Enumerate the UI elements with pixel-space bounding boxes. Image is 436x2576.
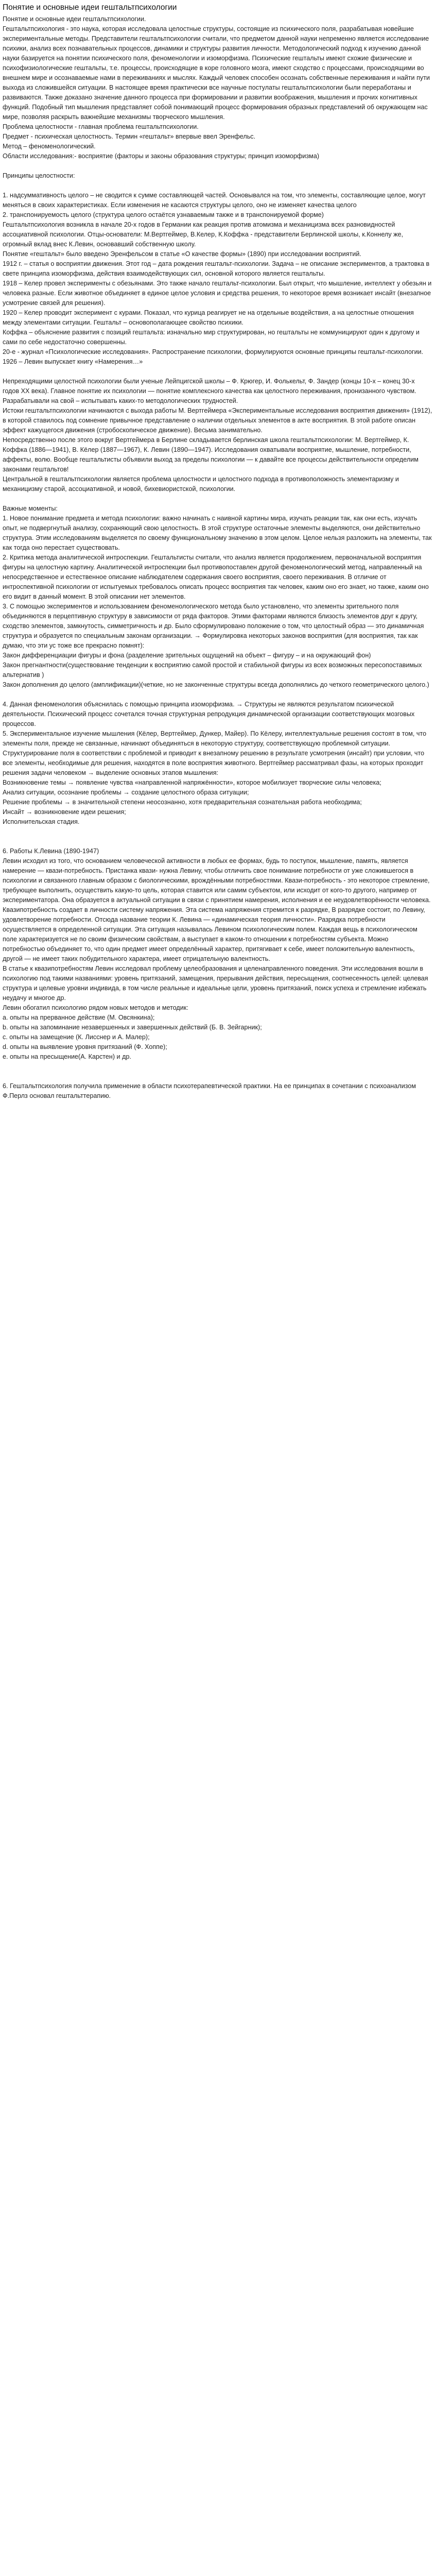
paragraph-spacer [3,827,432,837]
document-body [3,24,432,1101]
paragraph-spacer [3,494,432,504]
paragraph-spacer [3,1062,432,1072]
paragraph: 2. транспонируемость целого (структура целого остаётся узнаваемым также и в транспонируемой форме) [3,211,324,218]
paragraph: Возникновение темы → появление чувства «направленной напряжённости», которое мобилизует творческие силы человека; [3,779,381,786]
paragraph: 6. Работы К.Левина (1890-1947) [3,848,99,855]
paragraph: Исполнительская стадия. [3,818,80,825]
paragraph: Закон прегнантности(существование тенденции к восприятию самой простой и стабильной фигуры из всех возможных пересопоставимых альтернатив ) [3,662,422,679]
paragraph: 3. С помощью экспериментов и использованием феноменологического метода было установлено, что элементы зрительного поля объединяются в перцептивную структуру в зависимости от ряда факторов. Этими факторами являются близость элементов друг к другу, сходство элементов, замкнутость, симметричность и др. Было сформулировано положение о том, что целостный образ — это динамичная структура и образуется по специальным законам организации. → Формулировка некоторых законов восприятия (для восприятия, так как думаю, что эти ус тоже все прекрасно помнят): [3,603,424,649]
paragraph: Важные моменты: [3,505,58,512]
paragraph-spacer [3,1072,432,1081]
paragraph: Левин обогатил психологию рядом новых методов и методик: [3,1004,188,1011]
paragraph: Инсайт → возникновение идеи решения; [3,808,126,816]
paragraph: 1912 г. – статья о восприятии движения. Этот год – дата рождения гештальт-психологии. Задача – не описание экспериментов, а трактовка в свете принципа изоморфизма, действия взаимодействующих сил, основной которого является гештальты. [3,260,430,277]
paragraph: e. опыты на пресыщение(А. Карстен) и др. [3,1053,131,1060]
paragraph: Непосредственно после этого вокруг Вертгеймера в Берлине складывается берлинская школа гештальтпсихологии: М. Вертгеймер, К. Коффка (1886—1941), В. Кёлер (1887—1967), К. Левин (1890—1947). Исследования охватывали восприятие, мышление, потребности, аффекты, волю. Вообще гештальтисты объявили выход за пределы психологии — к давайте все процессы действительности определим законами гештальтов! [3,436,418,473]
paragraph: Предмет - психическая целостность. Термин «гештальт» впервые ввел Эренфельс. [3,133,256,140]
paragraph: Левин исходил из того, что основанием человеческой активности в любых ее формах, будь то поступок, мышление, память, является намерение — квази-потребность. Пристанка квази- нужна Левину, чтобы отличить свое понимание потребности от уже сложившегося в психологии и связанного главным образом с биологическими, врождёнными потребностями. Квази-потребность - это некоторое стремление, требующее выполнить, осуществить какую-то цель, которая ставится или самим субъектом, или исходит от кого-то другого, например от экспериментатора. Она образуется в актуальной ситуации в связи с принятием намерения, исполнения и ее неудовлетворённости человека. Квазипотребность создает в личности систему напряжения. Эта система напряжения стремится к разрядке, В разрядке состоит, по Левину, удовлетворение потребности. Отсюда название теории К. Левина — «динамическая теория личности». Разрядка потребности осуществляется в определенной ситуации. Эта ситуация называлась Левином психологическим полем. Каждая вещь в психологическом поле характеризуется не по своим физическим свойствам, а выступает в каком-то отношении к потребностям субъекта. Можно потребностью объединяет то, что один предмет имеет определённый характер, притягивает к себе, имеет положительную валентность, другой — не имеет таких побудительного характера, имеет отрицательную валентность. [3,857,431,962]
paragraph: c. опыты на замещение (К. Лисснер и А. Малер); [3,1033,150,1041]
paragraph: Анализ ситуации, осознание проблемы → создание целостного образа ситуации; [3,789,249,796]
paragraph: Решение проблемы → в значительной степени неосознанно, хотя предварительная сознательная работа необходима; [3,799,362,806]
paragraph: b. опыты на запоминание незавершенных и завершенных действий (Б. В. Зейгарник); [3,1024,262,1031]
paragraph-spacer [3,837,432,846]
paragraph: Закон дифференциации фигуры и фона (разделение зрительных ощущений на объект – фигуру – и на окружающий фон) [3,652,371,659]
paragraph: Закон дополнения до целого (амплификации)(четкие, но не законченные структуры всегда дополнялись до четкого геометрического целого.) [3,681,429,688]
paragraph: 1926 – Левин выпускает книгу «Намерения…» [3,358,143,365]
paragraph: 1. надсуммативность целого – не сводится к сумме составляющей частей. Основывался на том, что элементы, составляющие целое, могут меняться в своих характеристиках. Если изменения не касаются структуры целого, оно не изменяет качества целого [3,192,426,209]
paragraph: 1. Новое понимание предмета и метода психологии: важно начинать с наивной картины мира, изучать реакции так, как они есть, изучать опыт, не подвергнутый анализу, сохраняющий свою целостность. В этой структуре остаточные элементы выделяются, они действительно структура. Этим исследованиям выделяется по своему функциональному значению в этом целом. Целое нельзя разложить на элементы, так как тогда оно перестает существовать. [3,515,432,551]
paragraph: 1918 – Келер провел эксперименты с обезьянами. Это также начало гештальт-психологии. Был открыт, что мышление, интеллект у обезьян и человека разные. Если животное объединяет в единое целое условия и средства решения, то некоторое время возникает инсайт (внезапное усмотрение связей для решения). [3,280,432,307]
page-subtitle: Понятие и основные идеи гештальтпсихологии. [3,15,146,23]
paragraph: Области исследования:- восприятие (факторы и законы образования структуры; принцип изоморфизма) [3,152,320,160]
paragraph: 6. Гештальтпсихология получила применение в области психотерапевтической практики. На ее принципах в сочетании с психоанализом Ф.Перлз основал гештальттерапию. [3,1082,416,1099]
paragraph: Метод – феноменологический. [3,143,96,150]
paragraph: 1920 – Келер проводит эксперимент с курами. Показал, что курица реагирует не на отдельные воздействия, а на целостные отношения между элементами ситуации. Гештальт – основополагающее свойство психики. [3,309,414,326]
paragraph: В статье к квазипотребностям Левин исследовал проблему целеобразования и целенаправленного поведения. Эти исследования вошли в психологию под такими названиями: уровень притязаний, замещения, прерывания действия, пересыщения, соотнесенность целей: целевая структура и целевые уровни индивида, в том числе реальные и идеальные цели, уровень притязаний, поиск успеха и стремление избежать неудачу и многое др. [3,965,428,1002]
paragraph: d. опыты на выявление уровня притязаний (Ф. Хоппе); [3,1043,167,1050]
paragraph: Непреходящими целостной психологии были ученые Лейпцигской школы – Ф. Крюгер, И. Фолькельт, Ф. Зандер (концы 10-х – конец 30-х годов XX века). Главное понятие их психологии — понятие комплексного качества как целостного переживания, пронизанного чувством. Разрабатывали на свой – испытывать каких-то методологических трудностей. [3,378,416,404]
paragraph: 5. Экспериментальное изучение мышления (Кёлер, Вертгеймер, Дункер, Майер). По Кёлеру, интеллектуальные решения состоят в том, что элементы поля, прежде не связанные, начинают объединяться в некоторую структуру, соответствующую проблемной ситуации. Структурирование поля в соответствии с проблемой и приводит к внезапному решению в результате усмотрения (инсайт) при условии, что все элементы, необходимые для решения, находятся в поле восприятия животного. Вертгеймер рассматривал фазы, на которых проходит решения задачи человеком → выделение основных этапов мышления: [3,730,427,776]
paragraph: Гештальтпсихология возникла в начале 20-х годов в Германии как реакция против атомизма и механицизма всех разновидностей ассоциативной психологии. Отцы-основатели: М.Вертгеймер, В.Келер, К.Коффка - представители Берлинской школы, к.Коннелу же, огромный вклад внес К.Левин, основавший собственную школу. [3,221,404,248]
page-title: Понятие и основные идеи гештальтпсихологии [3,3,177,12]
paragraph: Коффка – объяснение развития с позиций гештальта: изначально мир структурирован, но гештальты не коммуницируют один к другому и сами по себе недостаточно совершенны. [3,329,420,346]
paragraph-spacer [3,161,432,171]
paragraph: Проблема целостности - главная проблема гештальтпсихологии. [3,123,199,130]
paragraph: 4. Данная феноменология объяснилась с помощью принципа изоморфизма. → Структуры не являются результатом психической деятельности. Психический процесс сочетался точная структурная репродукция динамической организации соответствующих мозговых процессов. [3,701,415,727]
document [0,0,435,1101]
paragraph: 20-е - журнал «Психологические исследования». Распространение психологии, формулируются основные принципы гештальт-психологии. [3,348,424,355]
paragraph: Принципы целостности: [3,172,75,179]
paragraph: 2. Критика метода аналитической интроспекции. Гештальтисты считали, что анализ является продолжением, первоначальной восприятия фигуры на целостную картину. Аналитической интроспекции был противопоставлен другой феноменологический метод, направленный на непосредственное и естественное описание наблюдателем содержания своего восприятия, своего переживания. В отличие от интроспективной психологии от испытуемых требовалось описать процесс восприятия так человек, каким оно его знает, но также, каким оно его видит в данный момент. В этой описании нет элементов. [3,554,429,600]
paragraph: Истоки гештальтпсихологии начинаются с выхода работы М. Вертгеймера «Экспериментальные исследования восприятия движения» (1912), в которой ставилось под сомнение привычное представление о наличии отдельных элементов в акте восприятия. В этой работе описан эффект кажущегося движения (стробоскопическое движение). Весьма занимательно. [3,407,432,434]
paragraph: Гештальтпсихология - это наука, которая исследовала целостные структуры, состоящие из психического поля, разрабатывая новейшие экспериментальные методы. Представители гештальтпсихологии считали, что предметом данной науки непременно является исследование психики, анализ всех познавательных процессов, динамики и структуры развития личности. Методологический подход к изучению данной науки базируется на понятии психического поля, феноменологии и изоморфизма. Психические гештальты имеют схожие физические и психофизиологические гештальты, т.е. процессы, происходящие в коре головного мозга, имеют сходство с процессами, происходящими во внешнем мире и осознаваемые нами в переживаниях и мыслях. Каждый человек способен осознать собственные переживания и найти пути выхода из сложившейся ситуации. В настоящее время практически все научные постулаты гештальтпсихологии были переработаны и развиваются. Также доказано значение данного процесса при формировании и развитии воображения, мышления и прочих когнитивных функций. Подобный тип мышления представляет собой понимающий процесс формирования образных представлений об окружающем нас мире, позволяя раскрыть важнейшие механизмы творческого мышления. [3,25,430,121]
paragraph: Центральной в гештальтпсихологии является проблема целостности и целостного подхода в противоположность элементаризму и механицизму старой, ассоциативной, и новой, бихевиористской, психологии. [3,476,399,493]
paragraph: a. опыты на прерванное действие (М. Овсянкина); [3,1014,155,1021]
paragraph-spacer [3,181,432,191]
paragraph-spacer [3,690,432,700]
paragraph: Понятие «гештальт» было введено Эренфельсом в статье «О качестве формы» (1890) при исследовании восприятий. [3,250,361,258]
paragraph-spacer [3,367,432,377]
